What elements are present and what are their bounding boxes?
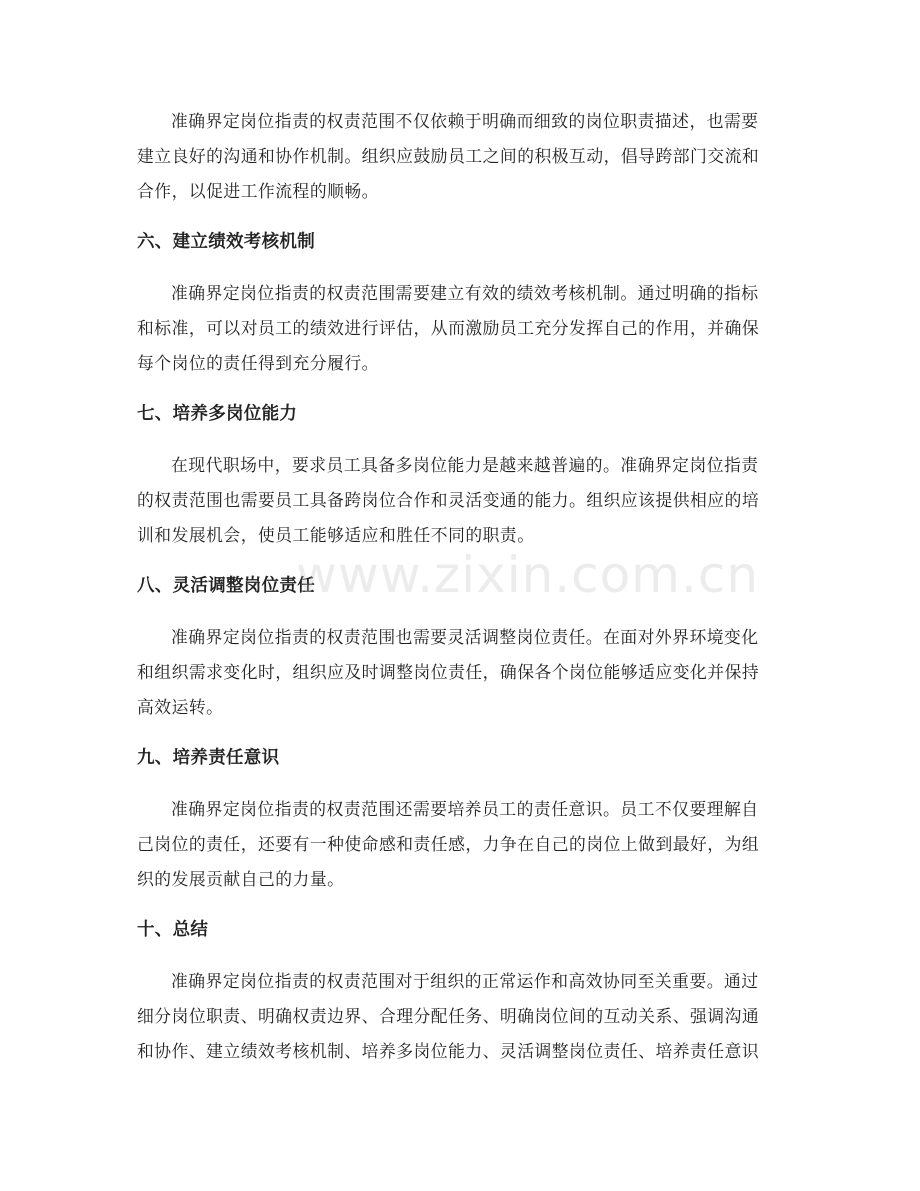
- spacer: [137, 381, 787, 397]
- paragraph-line: 每个岗位的责任得到充分履行。: [137, 353, 379, 373]
- spacer: [137, 553, 787, 569]
- paragraph: [137, 792, 787, 897]
- paragraph-line: 建立良好的沟通和协作机制。组织应鼓励员工之间的积极互动，倡导跨部门交流和: [137, 146, 760, 166]
- paragraph: [137, 620, 787, 725]
- section-heading: 十、总结: [137, 920, 209, 940]
- paragraph: [137, 104, 787, 209]
- paragraph: [137, 276, 787, 381]
- paragraph-line: 己岗位的责任，还要有一种使命感和责任感，力争在自己的岗位上做到最好，为组: [137, 834, 760, 854]
- paragraph: [137, 964, 787, 1069]
- spacer: [137, 897, 787, 913]
- section-heading: 九、培养责任意识: [137, 748, 280, 768]
- paragraph-line: 的权责范围也需要员工具备跨岗位合作和灵活变通的能力。组织应该提供相应的培: [137, 490, 760, 510]
- spacer: [137, 776, 787, 792]
- paragraph-line: 和协作、建立绩效考核机制、培养多岗位能力、灵活调整岗位责任、培养责任意识: [137, 1041, 760, 1061]
- section-heading: 七、培养多岗位能力: [137, 404, 298, 424]
- watermark: www.zixin.com.cn: [296, 546, 760, 604]
- paragraph-line: 合作，以促进工作流程的顺畅。: [137, 181, 379, 201]
- spacer: [137, 725, 787, 741]
- paragraph-line: 准确界定岗位指责的权责范围还需要培养员工的责任意识。员工不仅要理解自: [171, 799, 759, 819]
- section-heading: 六、建立绩效考核机制: [137, 232, 315, 252]
- paragraph-line: 准确界定岗位指责的权责范围需要建立有效的绩效考核机制。通过明确的指标: [171, 283, 759, 303]
- section-heading: 八、灵活调整岗位责任: [137, 576, 315, 596]
- spacer: [137, 432, 787, 448]
- paragraph-line: 训和发展机会，使员工能够适应和胜任不同的职责。: [137, 525, 535, 545]
- paragraph-line: 在现代职场中，要求员工具备多岗位能力是越来越普遍的。准确界定岗位指责: [171, 455, 759, 475]
- paragraph-line: 准确界定岗位指责的权责范围不仅依赖于明确而细致的岗位职责描述，也需要: [171, 111, 759, 131]
- paragraph-line: 准确界定岗位指责的权责范围对于组织的正常运作和高效协同至关重要。通过: [171, 971, 759, 991]
- paragraph-line: 细分岗位职责、明确权责边界、合理分配任务、明确岗位间的互动关系、强调沟通: [137, 1006, 760, 1026]
- paragraph-line: 准确界定岗位指责的权责范围也需要灵活调整岗位责任。在面对外界环境变化: [171, 627, 759, 647]
- document-body: [137, 104, 787, 1069]
- paragraph-line: 和标准，可以对员工的绩效进行评估，从而激励员工充分发挥自己的作用，并确保: [137, 318, 760, 338]
- paragraph-line: 和组织需求变化时，组织应及时调整岗位责任，确保各个岗位能够适应变化并保持: [137, 662, 760, 682]
- spacer: [137, 604, 787, 620]
- spacer: [137, 209, 787, 225]
- paragraph: [137, 448, 787, 553]
- spacer: [137, 260, 787, 276]
- paragraph-line: 高效运转。: [137, 697, 224, 717]
- paragraph-line: 织的发展贡献自己的力量。: [137, 869, 345, 889]
- spacer: [137, 948, 787, 964]
